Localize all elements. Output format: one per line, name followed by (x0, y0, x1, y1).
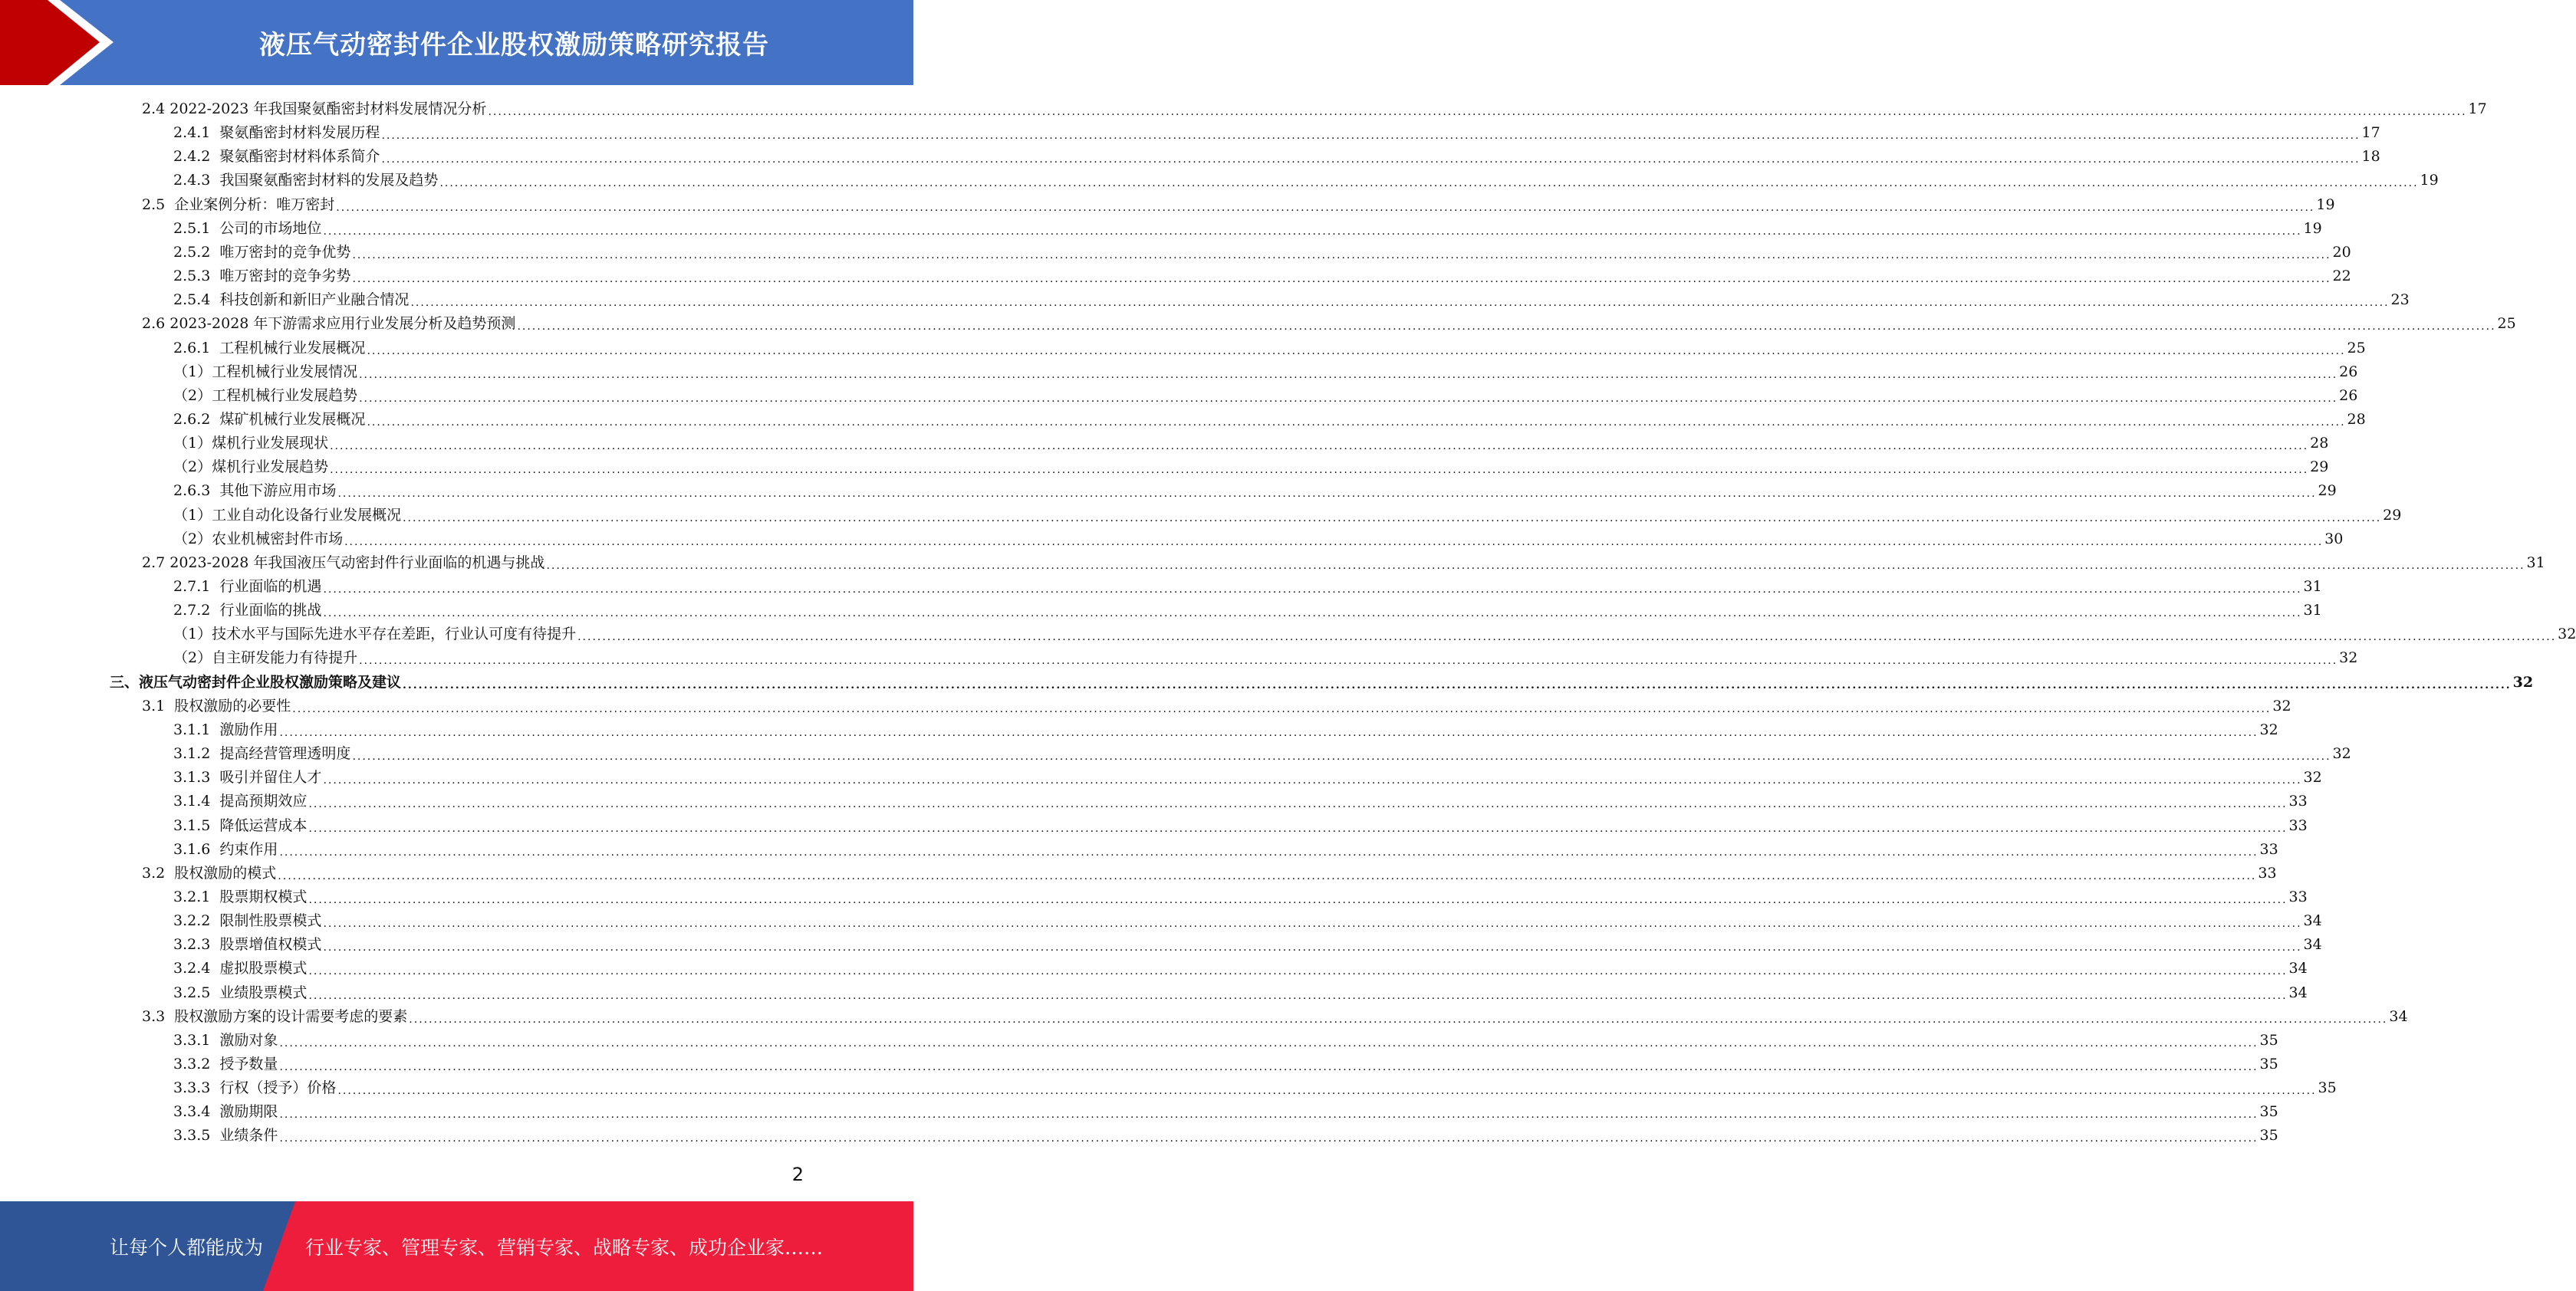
toc-entry[interactable] (173, 1100, 2278, 1124)
toc-entry-page: 32 (2339, 649, 2358, 666)
toc-entry-title: 3.1.4 提高预期效应 (173, 793, 308, 810)
toc-leader-dots: ................................................................................................................................................................................................................................................................................................................................................................................................................ (308, 965, 2288, 977)
toc-leader-dots: ................................................................................................................................................................................................................................................................................................................................................................................................................ (323, 583, 2302, 596)
toc-entry-title: 3.2 股权激励的模式 (142, 865, 277, 882)
toc-entry-title: 2.5.1 公司的市场地位 (173, 220, 322, 237)
toc-entry-page: 18 (2361, 148, 2380, 165)
toc-entry-page: 34 (2288, 960, 2308, 977)
toc-entry[interactable] (173, 408, 2366, 432)
toc-entry-page: 32 (2272, 698, 2291, 714)
toc-entry[interactable] (173, 169, 2439, 192)
toc-leader-dots: ................................................................................................................................................................................................................................................................................................................................................................................................................ (367, 416, 2346, 429)
toc-leader-dots: ................................................................................................................................................................................................................................................................................................................................................................................................................ (323, 225, 2302, 238)
toc-entry[interactable] (173, 838, 2278, 862)
toc-entry-title: 3.3 股权激励方案的设计需要考虑的要素 (142, 1008, 408, 1025)
toc-leader-dots: ................................................................................................................................................................................................................................................................................................................................................................................................................ (330, 464, 2309, 476)
toc-entry[interactable] (173, 718, 2278, 742)
footer-slogan-right: 行业专家、管理专家、营销专家、战略专家、成功企业家…… (305, 1236, 824, 1259)
toc-leader-dots: ................................................................................................................................................................................................................................................................................................................................................................................................................ (344, 536, 2324, 548)
toc-entry-page: 33 (2258, 865, 2277, 882)
toc-entry-title: 2.5.2 唯万密封的竞争优势 (173, 244, 351, 261)
toc-leader-dots: ................................................................................................................................................................................................................................................................................................................................................................................................................ (488, 106, 2467, 118)
toc-leader-dots: ................................................................................................................................................................................................................................................................................................................................................................................................................ (337, 1085, 2317, 1097)
toc-entry[interactable] (173, 337, 2366, 360)
toc-entry-page: 35 (2259, 1056, 2278, 1073)
toc-entry-title: 3.2.2 限制性股票模式 (173, 912, 322, 929)
toc-entry-page: 28 (2310, 435, 2329, 452)
toc-leader-dots: ................................................................................................................................................................................................................................................................................................................................................................................................................ (352, 273, 2331, 285)
toc-entry-title: 2.5.4 科技创新和新旧产业融合情况 (173, 291, 410, 308)
toc-entry[interactable] (173, 599, 2322, 623)
toc-entry-page: 29 (2318, 482, 2337, 499)
toc-entry-title: （2）煤机行业发展趋势 (173, 458, 329, 475)
toc-entry-page: 26 (2339, 387, 2358, 404)
toc-entry-page: 33 (2288, 793, 2308, 810)
toc-entry-title: （1）煤机行业发展现状 (173, 435, 329, 452)
toc-entry-title: （1）工程机械行业发展情况 (173, 363, 358, 380)
toc-entry-title: 2.7 2023-2028 年我国液压气动密封件行业面临的机遇与挑战 (142, 554, 545, 571)
report-title: 液压气动密封件企业股权激励策略研究报告 (259, 30, 769, 61)
toc-entry-page: 35 (2259, 1103, 2278, 1120)
toc-leader-dots: ................................................................................................................................................................................................................................................................................................................................................................................................................ (279, 1037, 2259, 1050)
toc-entry[interactable] (142, 1005, 2408, 1029)
toc-entry-page: 25 (2347, 340, 2366, 356)
toc-entry-page: 17 (2468, 100, 2487, 117)
toc-entry-title: 3.3.4 激励期限 (173, 1103, 278, 1120)
toc-leader-dots: ................................................................................................................................................................................................................................................................................................................................................................................................................ (279, 846, 2259, 859)
toc-entry-title: 3.1.5 降低运营成本 (173, 817, 308, 834)
toc-entry-page: 35 (2259, 1032, 2278, 1049)
toc-entry[interactable] (173, 742, 2351, 766)
toc-leader-dots: ................................................................................................................................................................................................................................................................................................................................................................................................................ (337, 488, 2317, 500)
toc-entry[interactable] (142, 695, 2291, 718)
toc-leader-dots: ................................................................................................................................................................................................................................................................................................................................................................................................................ (403, 679, 2512, 691)
toc-entry[interactable] (173, 814, 2308, 838)
toc-entry-page: 19 (2303, 220, 2322, 237)
toc-entry-title: 2.4.1 聚氨酯密封材料发展历程 (173, 124, 380, 141)
toc-entry[interactable] (173, 217, 2322, 241)
toc-entry[interactable] (173, 957, 2308, 981)
toc-entry-page: 32 (2303, 769, 2322, 786)
toc-entry-page: 29 (2310, 458, 2329, 475)
toc-entry-page: 23 (2390, 291, 2410, 308)
toc-leader-dots: ................................................................................................................................................................................................................................................................................................................................................................................................................ (308, 823, 2288, 835)
toc-entry[interactable] (173, 646, 2358, 670)
toc-entry[interactable] (173, 384, 2358, 408)
toc-entry[interactable] (142, 97, 2487, 121)
toc-leader-dots: ................................................................................................................................................................................................................................................................................................................................................................................................................ (292, 703, 2272, 715)
toc-entry[interactable] (173, 527, 2344, 551)
toc-entry-page: 19 (2316, 196, 2335, 213)
footer-slogan-left: 让每个人都能成为 (110, 1236, 264, 1259)
toc-entry-title: 3.2.4 虚拟股票模式 (173, 960, 308, 977)
toc-entry[interactable] (142, 862, 2277, 885)
toc-entry[interactable] (173, 885, 2308, 909)
toc-leader-dots: ................................................................................................................................................................................................................................................................................................................................................................................................................ (352, 249, 2331, 261)
toc-entry-page: 34 (2288, 984, 2308, 1001)
toc-leader-dots: ................................................................................................................................................................................................................................................................................................................................................................................................................ (308, 798, 2288, 810)
header-banner (0, 0, 913, 85)
toc-entry-title: 2.6 2023-2028 年下游需求应用行业发展分析及趋势预测 (142, 315, 516, 332)
toc-entry-title: （1）工业自动化设备行业发展概况 (173, 507, 402, 524)
toc-entry[interactable] (173, 623, 2576, 646)
toc-leader-dots: ................................................................................................................................................................................................................................................................................................................................................................................................................ (381, 153, 2361, 166)
toc-leader-dots: ................................................................................................................................................................................................................................................................................................................................................................................................................ (308, 990, 2288, 1002)
toc-leader-dots: ................................................................................................................................................................................................................................................................................................................................................................................................................ (517, 320, 2496, 333)
toc-entry-title: 3.2.5 业绩股票模式 (173, 984, 308, 1001)
toc-entry[interactable] (173, 575, 2322, 599)
toc-entry[interactable] (173, 479, 2337, 503)
toc-leader-dots: ................................................................................................................................................................................................................................................................................................................................................................................................................ (279, 727, 2259, 739)
toc-entry-title: 2.7.1 行业面临的机遇 (173, 578, 322, 595)
toc-entry-title: 3.3.1 激励对象 (173, 1032, 278, 1049)
toc-entry[interactable] (173, 145, 2380, 169)
toc-entry-title: 2.5.3 唯万密封的竞争劣势 (173, 268, 351, 284)
toc-entry-title: 2.6.3 其他下游应用市场 (173, 482, 337, 499)
toc-leader-dots: ................................................................................................................................................................................................................................................................................................................................................................................................................ (279, 1109, 2259, 1121)
toc-entry-title: 3.2.3 股票增值权模式 (173, 936, 322, 953)
toc-leader-dots: ................................................................................................................................................................................................................................................................................................................................................................................................................ (439, 177, 2419, 189)
toc-entry-page: 29 (2383, 507, 2402, 524)
toc-entry[interactable] (173, 288, 2410, 312)
toc-entry-title: 3.3.5 业绩条件 (173, 1127, 278, 1144)
toc-entry-page: 31 (2526, 554, 2545, 571)
toc-entry-title: （2）工程机械行业发展趋势 (173, 387, 358, 404)
toc-leader-dots: ................................................................................................................................................................................................................................................................................................................................................................................................................ (577, 631, 2557, 643)
toc-entry-title: 2.6.1 工程机械行业发展概况 (173, 340, 366, 356)
toc-entry-title: （1）技术水平与国际先进水平存在差距，行业认可度有待提升 (173, 626, 577, 642)
toc-entry-title: 2.6.2 煤矿机械行业发展概况 (173, 411, 366, 428)
toc-entry[interactable] (142, 551, 2545, 575)
toc-entry-title: 3.1.6 约束作用 (173, 841, 278, 858)
toc-entry[interactable] (173, 264, 2351, 288)
toc-entry-page: 17 (2361, 124, 2380, 141)
toc-entry[interactable] (173, 241, 2351, 264)
toc-entry[interactable] (173, 933, 2322, 957)
toc-leader-dots: ................................................................................................................................................................................................................................................................................................................................................................................................................ (381, 130, 2361, 142)
toc-leader-dots: ................................................................................................................................................................................................................................................................................................................................................................................................................ (367, 345, 2346, 357)
toc-entry[interactable] (173, 455, 2329, 479)
toc-leader-dots: ................................................................................................................................................................................................................................................................................................................................................................................................................ (279, 1132, 2259, 1145)
toc-leader-dots: ................................................................................................................................................................................................................................................................................................................................................................................................................ (359, 393, 2338, 405)
toc-entry-title: 3.2.1 股票期权模式 (173, 889, 308, 905)
toc-leader-dots: ................................................................................................................................................................................................................................................................................................................................................................................................................ (323, 607, 2302, 619)
toc-leader-dots: ................................................................................................................................................................................................................................................................................................................................................................................................................ (323, 774, 2302, 787)
toc-entry[interactable] (173, 1053, 2278, 1076)
toc-entry-page: 34 (2303, 912, 2322, 929)
toc-entry-title: 3.3.3 行权（授予）价格 (173, 1079, 337, 1096)
toc-leader-dots: ................................................................................................................................................................................................................................................................................................................................................................................................................ (323, 918, 2302, 930)
toc-entry-page: 22 (2332, 268, 2351, 284)
footer-banner (0, 1201, 913, 1291)
toc-entry[interactable] (173, 360, 2358, 384)
toc-entry[interactable] (110, 671, 2534, 695)
toc-entry-page: 28 (2347, 411, 2366, 428)
toc-leader-dots: ................................................................................................................................................................................................................................................................................................................................................................................................................ (403, 512, 2382, 524)
toc-entry-page: 35 (2318, 1079, 2337, 1096)
toc-entry[interactable] (142, 193, 2335, 217)
toc-leader-dots: ................................................................................................................................................................................................................................................................................................................................................................................................................ (359, 655, 2338, 667)
toc-entry-page: 32 (2259, 721, 2278, 738)
toc-leader-dots: ................................................................................................................................................................................................................................................................................................................................................................................................................ (279, 1061, 2259, 1073)
header-arrow-decoration (0, 0, 123, 85)
toc-entry-page: 33 (2288, 817, 2308, 834)
toc-entry-page: 31 (2303, 602, 2322, 619)
toc-entry-page: 32 (2558, 626, 2576, 642)
toc-entry-page: 20 (2332, 244, 2351, 261)
toc-leader-dots: ................................................................................................................................................................................................................................................................................................................................................................................................................ (308, 894, 2288, 906)
toc-entry-page: 31 (2303, 578, 2322, 595)
toc-leader-dots: ................................................................................................................................................................................................................................................................................................................................................................................................................ (336, 202, 2315, 214)
toc-entry[interactable] (173, 1076, 2337, 1100)
toc-entry-page: 25 (2497, 315, 2516, 332)
toc-entry[interactable] (173, 766, 2322, 790)
toc-entry-page: 26 (2339, 363, 2358, 380)
toc-entry-title: 三、液压气动密封件企业股权激励策略及建议 (110, 674, 402, 691)
toc-entry-page: 33 (2288, 889, 2308, 905)
toc-entry-title: 3.3.2 授予数量 (173, 1056, 278, 1073)
toc-entry-title: 3.1.1 激励作用 (173, 721, 278, 738)
toc-entry-title: 3.1.3 吸引并留住人才 (173, 769, 322, 786)
toc-entry-title: 2.4.2 聚氨酯密封材料体系简介 (173, 148, 380, 165)
toc-leader-dots: ................................................................................................................................................................................................................................................................................................................................................................................................................ (352, 751, 2331, 763)
toc-leader-dots: ................................................................................................................................................................................................................................................................................................................................................................................................................ (410, 297, 2390, 309)
toc-entry-page: 19 (2420, 172, 2439, 189)
toc-entry-title: 3.1 股权激励的必要性 (142, 698, 291, 714)
toc-leader-dots: ................................................................................................................................................................................................................................................................................................................................................................................................................ (546, 560, 2525, 572)
toc-entry-title: （2）自主研发能力有待提升 (173, 649, 358, 666)
toc-entry-page: 30 (2324, 531, 2344, 547)
toc-leader-dots: ................................................................................................................................................................................................................................................................................................................................................................................................................ (278, 870, 2257, 882)
toc-entry[interactable] (173, 1029, 2278, 1053)
toc-entry[interactable] (173, 909, 2322, 933)
toc-entry-page: 34 (2389, 1008, 2408, 1025)
toc-entry[interactable] (173, 1124, 2278, 1148)
toc-entry-title: 2.7.2 行业面临的挑战 (173, 602, 322, 619)
toc-entry-title: 2.4.3 我国聚氨酯密封材料的发展及趋势 (173, 172, 439, 189)
toc-entry[interactable] (142, 312, 2516, 336)
toc-entry-page: 35 (2259, 1127, 2278, 1144)
toc-entry-title: 3.1.2 提高经营管理透明度 (173, 745, 351, 762)
toc-leader-dots: ................................................................................................................................................................................................................................................................................................................................................................................................................ (330, 440, 2309, 452)
toc-entry-title: 2.5 企业案例分析：唯万密封 (142, 196, 335, 213)
toc-entry[interactable] (173, 790, 2308, 813)
toc-entry-page: 33 (2259, 841, 2278, 858)
page-number: 2 (791, 1164, 804, 1185)
toc-entry[interactable] (173, 121, 2380, 145)
toc-leader-dots: ................................................................................................................................................................................................................................................................................................................................................................................................................ (409, 1013, 2388, 1026)
toc-leader-dots: ................................................................................................................................................................................................................................................................................................................................................................................................................ (359, 369, 2338, 381)
toc-entry[interactable] (173, 432, 2329, 455)
toc-entry[interactable] (173, 981, 2308, 1005)
toc-entry-page: 34 (2303, 936, 2322, 953)
toc-entry-title: （2）农业机械密封件市场 (173, 531, 344, 547)
toc-entry-title: 2.4 2022-2023 年我国聚氨酯密封材料发展情况分析 (142, 100, 487, 117)
toc-entry-page: 32 (2512, 674, 2534, 691)
toc-leader-dots: ................................................................................................................................................................................................................................................................................................................................................................................................................ (323, 941, 2302, 954)
toc-entry[interactable] (173, 504, 2402, 527)
toc-entry-page: 32 (2332, 745, 2351, 762)
